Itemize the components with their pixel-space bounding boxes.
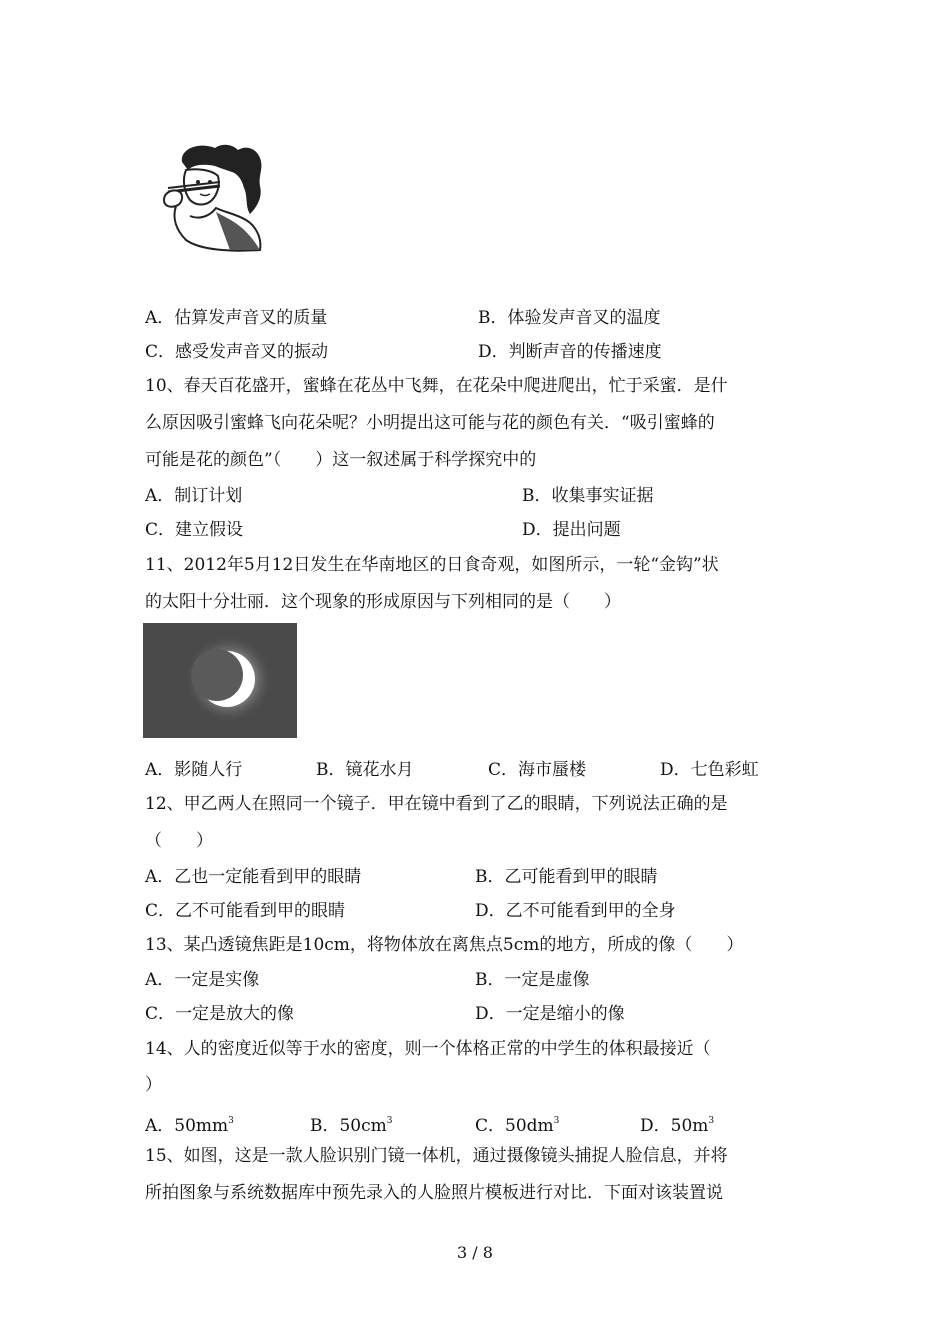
q9-option-c: C．感受发声音叉的振动 [145, 342, 329, 362]
q15-text-line: 所拍图象与系统数据库中预先录入的人脸照片模板进行对比．下面对该装置说 [145, 1183, 723, 1203]
q12-option-b: B．乙可能看到甲的眼睛 [475, 867, 658, 887]
q14-option-d: D．$50m^3$ [640, 1116, 715, 1136]
q10-option-c: C．建立假设 [145, 520, 244, 540]
q10-text-line: 10、春天百花盛开，蜜蜂在花丛中飞舞，在花朵中爬进爬出，忙于采蜜．是什 [145, 376, 728, 396]
q12-option-a: A．乙也一定能看到甲的眼睛 [145, 867, 362, 887]
q11-option-b: B．镜花水月 [316, 760, 414, 780]
q9-option-b: B．体验发声音叉的温度 [478, 308, 661, 328]
q10-option-d: D．提出问题 [522, 520, 621, 540]
q13-option-b: B．一定是虚像 [475, 970, 590, 990]
page-number: 3 / 8 [457, 1243, 493, 1262]
girl-tuning-fork-illustration [160, 140, 270, 255]
solar-eclipse-photo [143, 623, 297, 738]
q12-text-line: 12、甲乙两人在照同一个镜子．甲在镜中看到了乙的眼睛，下列说法正确的是 [145, 794, 728, 814]
q12-text-line: （ ） [145, 831, 213, 851]
q15-text-line: 15、如图，这是一款人脸识别门镜一体机，通过摄像镜头捕捉人脸信息，并将 [145, 1146, 728, 1166]
q12-option-c: C．乙不可能看到甲的眼睛 [145, 901, 346, 921]
q13-text-line: 13、某凸透镜焦距是10cm，将物体放在离焦点5cm的地方，所成的像（ ） [145, 935, 744, 955]
q10-option-b: B．收集事实证据 [522, 486, 654, 506]
q13-option-d: D．一定是缩小的像 [475, 1004, 625, 1024]
q11-option-c: C．海市蜃楼 [488, 760, 587, 780]
q11-option-a: A．影随人行 [145, 760, 243, 780]
q11-option-d: D．七色彩虹 [660, 760, 759, 780]
q14-option-c: C．$50dm^3$ [475, 1116, 560, 1136]
q12-option-d: D．乙不可能看到甲的全身 [475, 901, 676, 921]
q10-text-line: 么原因吸引蜜蜂飞向花朵呢？小明提出这可能与花的颜色有关．“吸引蜜蜂的 [145, 413, 715, 433]
q14-option-a: A．$50mm^3$ [145, 1116, 234, 1136]
q13-option-a: A．一定是实像 [145, 970, 260, 990]
q10-text-line: 可能是花的颜色”（ ）这一叙述属于科学探究中的 [145, 450, 537, 470]
q9-option-a: A．估算发声音叉的质量 [145, 308, 328, 328]
q11-text-line: 11、2012年5月12日发生在华南地区的日食奇观，如图所示，一轮“金钩”状 [145, 555, 719, 575]
q10-option-a: A．制订计划 [145, 486, 243, 506]
q14-text-line: 14、人的密度近似等于水的密度，则一个体格正常的中学生的体积最接近（ [145, 1039, 711, 1059]
q11-text-line: 的太阳十分壮丽．这个现象的形成原因与下列相同的是（ ） [145, 592, 621, 612]
q9-option-d: D．判断声音的传播速度 [478, 342, 662, 362]
q13-option-c: C．一定是放大的像 [145, 1004, 295, 1024]
q14-text-line: ） [145, 1075, 162, 1095]
q14-option-b: B．$50cm^3$ [310, 1116, 393, 1136]
